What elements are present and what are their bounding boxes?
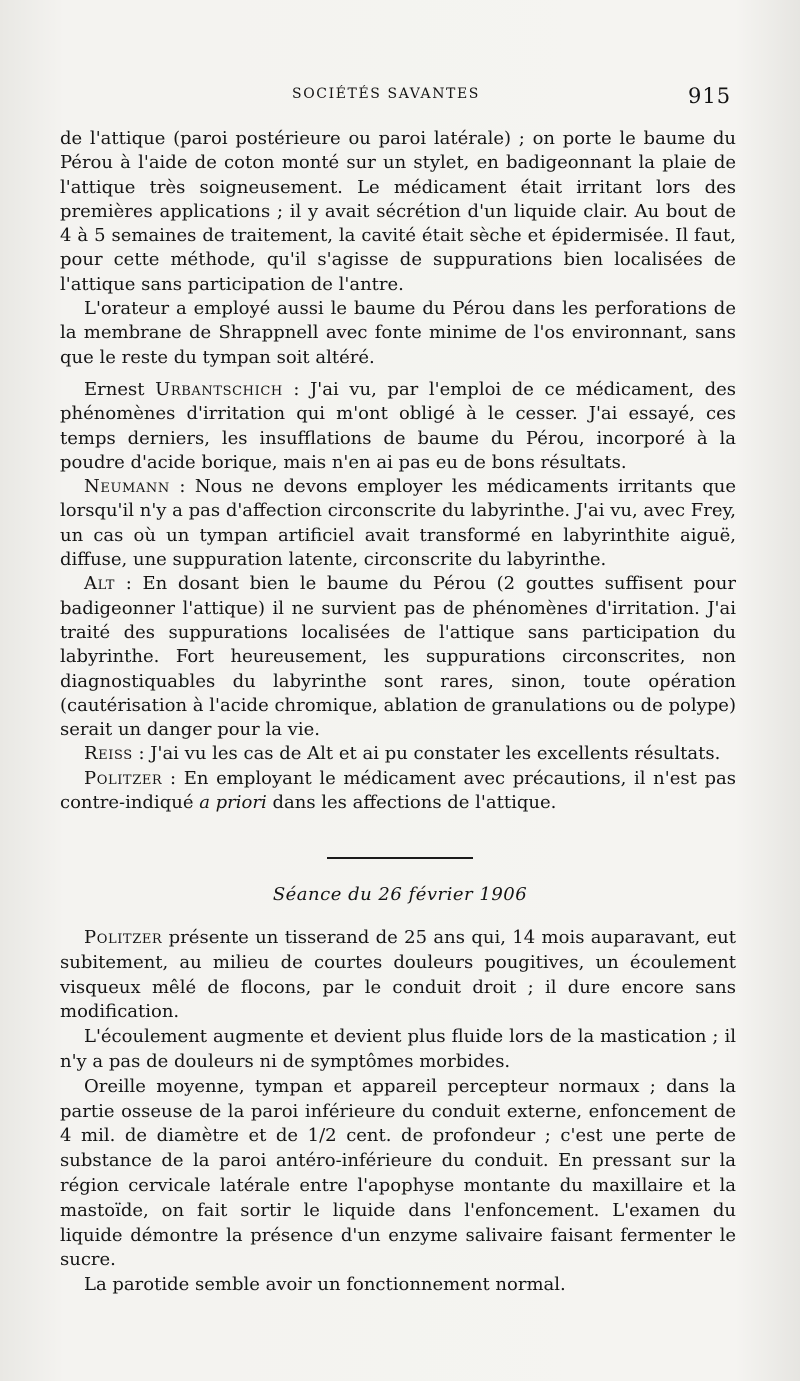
paragraph-urbantschich: Ernest Urbantschich : J'ai vu, par l'emploi de ce médicament, des phénomènes d'irritation qui m'ont obligé à le cesser. J'ai essayé, ces temps derniers, les insufflations de baume du Pérou, incorporé à la poudre d'acide borique, mais n'en ai pas eu de bons résultats. bbox=[60, 378, 736, 473]
speaker-name: Urbantschich bbox=[155, 378, 283, 400]
paragraph: de l'attique (paroi postérieure ou paroi latérale) ; on porte le baume du Pérou à l'aide de coton monté sur un stylet, en badigeonnant la plaie de l'attique très soigneusement. Le médicament était irritant lors des premières applications ; il y avait sécrétion d'un liquide clair. Au bout de 4 à 5 semaines de traitement, la cavité était sèche et épidermisée. Il faut, pour cette méthode, qu'il s'agisse de suppurations bien localisées de l'attique sans participation de l'antre. bbox=[60, 128, 736, 295]
paragraph-alt: Alt : En dosant bien le baume du Pérou (2 gouttes suffisent pour badigeonner l'attique) il ne survient pas de phénomènes d'irritation. J'ai traité des suppurations localisées de l'attique sans participation du labyrinthe. Fort heureusement, les suppurations circonscrites, non diagnostiquables du labyrinthe sont rares, sinon, toute opération (cautérisation à l'acide chromique, ablation de granulations ou de polype) serait un danger pour la vie. bbox=[60, 573, 736, 741]
speaker-name: Politzer bbox=[84, 767, 163, 789]
speaker-name: Reiss bbox=[84, 743, 133, 765]
paragraph: L'écoulement augmente et devient plus fluide lors de la mastication ; il n'y a pas de douleurs ni de symptômes morbides. bbox=[60, 1026, 736, 1072]
body-text-top bbox=[60, 127, 736, 815]
paragraph: L'orateur a employé aussi le baume du Pérou dans les perforations de la membrane de Shrappnell avec fonte minime de l'os environnant, sans que le reste du tympan soit altéré. bbox=[60, 298, 736, 368]
italic-phrase: a priori bbox=[199, 792, 267, 814]
speaker-name: Neumann bbox=[84, 476, 170, 498]
paragraph: Oreille moyenne, tympan et appareil percepteur normaux ; dans la partie osseuse de la paroi inférieure du conduit externe, enfoncement de 4 mil. de diamètre et de 1/2 cent. de profondeur ; c'est une perte de substance de la paroi antéro-inférieure du conduit. En pressant sur la région cervicale latérale entre l'apophyse montante du maxillaire et la mastoïde, on fait sortir le liquide dans l'enfoncement. L'examen du liquide démontre la présence d'un enzyme salivaire faisant fermenter le sucre. bbox=[60, 1075, 736, 1271]
session-title: Séance du 26 février 1906 bbox=[272, 884, 528, 905]
paragraph-neumann: Neumann : Nous ne devons employer les médicaments irritants que lorsqu'il n'y a pas d'affection circonscrite du labyrinthe. J'ai vu, avec Frey, un cas où un tympan artificiel avait transformé en labyrinthite aiguë, diffuse, une suppuration latente, circonscrite du labyrinthe. bbox=[60, 476, 737, 571]
paragraph-politzer: Politzer : En employant le médicament avec précautions, il n'est pas contre-indiqué a priori dans les affections de l'attique. bbox=[60, 767, 736, 814]
speaker-name: Politzer bbox=[84, 927, 163, 948]
paragraph-politzer-presentation: Politzer présente un tisserand de 25 ans qui, 14 mois auparavant, eut subitement, au milieu de courtes douleurs pougitives, un écoulement visqueux mêlé de flocons, par le conduit droit ; il dure encore sans modification. bbox=[60, 927, 736, 1023]
running-head-title: SOCIÉTÉS SAVANTES bbox=[292, 86, 481, 102]
paragraph: La parotide semble avoir un fonctionnement normal. bbox=[84, 1274, 566, 1296]
body-text-bottom bbox=[60, 926, 736, 1298]
speaker-name: Alt bbox=[84, 573, 116, 595]
paragraph-reiss: Reiss : J'ai vu les cas de Alt et ai pu constater les excellents résultats. bbox=[84, 743, 721, 765]
running-head bbox=[0, 84, 800, 114]
section-divider bbox=[327, 857, 473, 859]
page-number: 915 bbox=[688, 84, 732, 108]
